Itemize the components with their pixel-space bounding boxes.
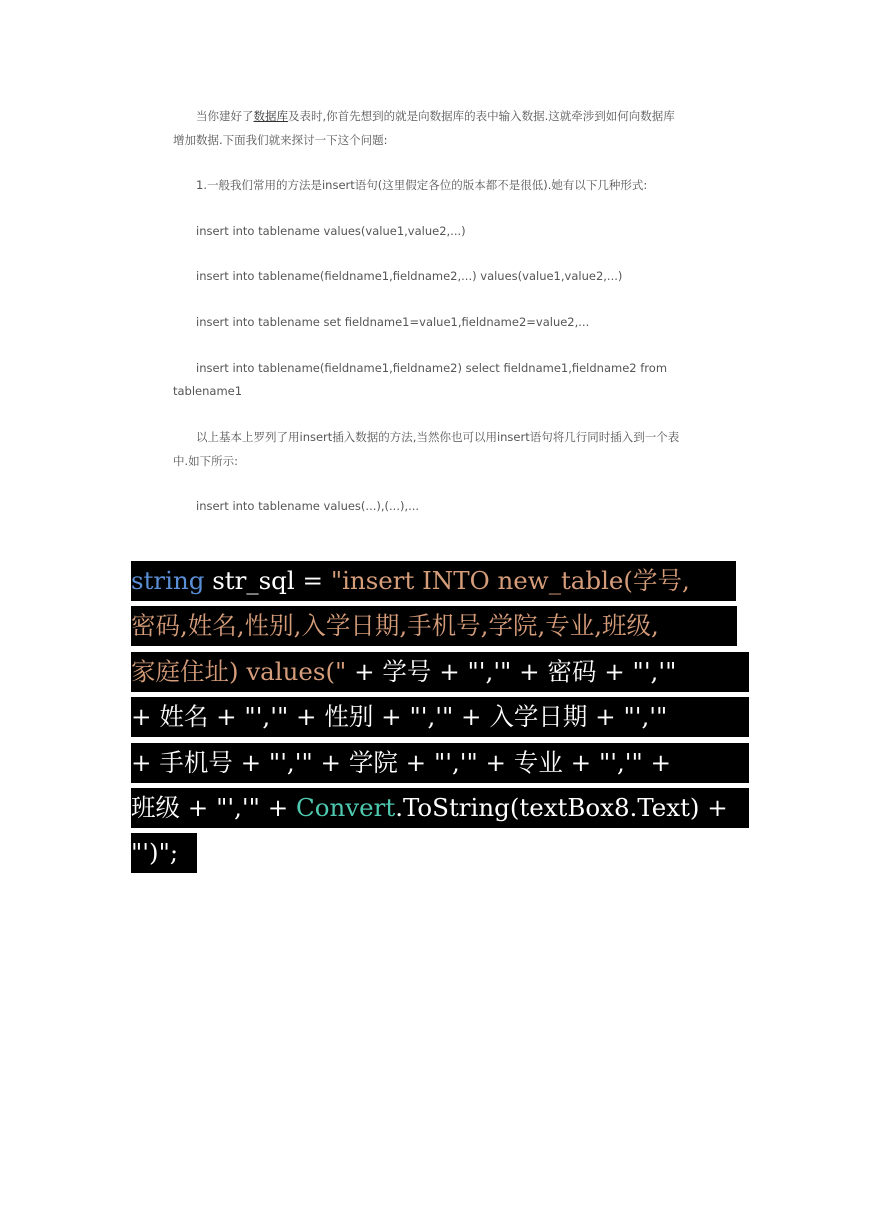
code-line-7: [131, 833, 197, 873]
paragraph-methods: 1.一般我们常用的方法是insert语句(这里假定各位的版本都不是很低).她有以下几种形式:: [196, 178, 648, 192]
code-line-2: [131, 606, 737, 646]
example-insert-select-line1: insert into tablename(fieldname1,fieldname2) select fieldname1,fieldname2 from: [196, 361, 668, 375]
code-plain: + 专业 +: [477, 748, 599, 777]
code-string: 密码,姓名,性别,入学日期,手机号,学院,专业,班级,: [131, 611, 659, 640]
example-insert-values: insert into tablename values(value1,value2,...): [196, 224, 466, 238]
code-string-literal: "','": [268, 748, 313, 777]
code-line-1: [131, 561, 736, 601]
code-plain: + 密码 +: [511, 657, 633, 686]
code-string-literal: "','": [632, 657, 677, 686]
code-string-literal: "','": [467, 657, 512, 686]
example-insert-set: insert into tablename set fieldname1=value1,fieldname2=value2,...: [196, 315, 590, 329]
code-line-3: [131, 652, 749, 692]
example-insert-select-line2: tablename1: [173, 384, 243, 398]
paragraph-summary-line1: 以上基本上罗列了用insert插入数据的方法,当然你也可以用insert语句将几行同时插入到一个表: [196, 430, 680, 444]
code-plain: + 手机号 +: [131, 748, 269, 777]
code-string-literal: "','": [409, 702, 454, 731]
code-string-literal: "','": [216, 793, 260, 822]
paragraph-intro-line2: 增加数据.下面我们就来探讨一下这个问题:: [173, 133, 388, 147]
code-plain: str_sql =: [204, 566, 331, 595]
code-plain: + 性别 +: [288, 702, 410, 731]
code-keyword: string: [131, 566, 205, 595]
code-string-literal: "','": [598, 748, 643, 777]
code-plain: + 学院 +: [312, 748, 434, 777]
code-string: "insert INTO new_table(学号,: [330, 566, 690, 595]
code-plain: +: [642, 748, 672, 777]
code-plain: ;: [169, 838, 179, 867]
paragraph-summary-line2: 中.如下所示:: [173, 454, 239, 468]
code-string-literal: "','": [244, 702, 289, 731]
database-link[interactable]: 数据库: [253, 109, 288, 123]
code-plain: +: [259, 793, 297, 822]
intro-text-post: 及表时,你首先想到的就是向数据库的表中输入数据.这就牵涉到如何向数据库: [288, 109, 675, 123]
example-insert-fields-values: insert into tablename(fieldname1,fieldname2,...) values(value1,value2,...): [196, 269, 623, 283]
code-string-literal: "','": [623, 702, 668, 731]
code-class-name: Convert: [296, 793, 396, 822]
code-string-literal: "')": [131, 838, 170, 867]
code-plain: 班级 +: [131, 793, 217, 822]
example-insert-multi: insert into tablename values(...),(...),...: [196, 499, 420, 513]
code-line-4: [131, 697, 749, 737]
code-plain: + 姓名 +: [131, 702, 245, 731]
code-string-literal: "','": [433, 748, 478, 777]
code-string: 家庭住址) values(": [131, 657, 347, 686]
paragraph-intro-line1: [196, 105, 675, 128]
code-plain: .ToString(textBox8.Text) +: [395, 793, 728, 822]
intro-text-pre: 当你建好了: [196, 109, 254, 123]
code-line-6: [131, 788, 749, 828]
code-plain: + 学号 +: [346, 657, 468, 686]
code-line-5: [131, 743, 749, 783]
code-plain: + 入学日期 +: [453, 702, 624, 731]
